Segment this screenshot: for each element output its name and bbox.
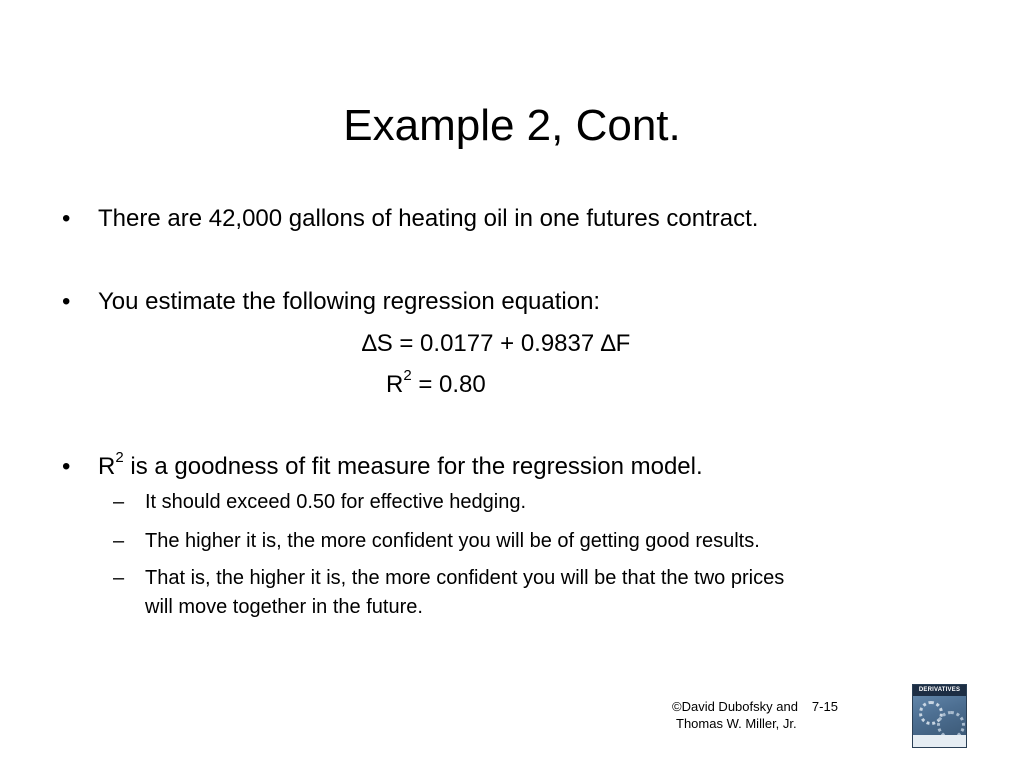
- sub-bullet-prices-move: [113, 564, 784, 592]
- r-letter: R: [98, 453, 116, 480]
- equation-lhs: S: [376, 330, 393, 357]
- bullet-mark: •: [62, 205, 71, 232]
- slide-title: Example 2, Cont.: [343, 101, 681, 150]
- sub-bullet-continuation: will move together in the future.: [145, 596, 423, 618]
- page-number: 7-15: [811, 699, 838, 714]
- sub-bullet-higher-confident: [113, 527, 760, 555]
- equation-middle: = 0.0177 + 0.9837: [392, 330, 601, 357]
- r-exponent: 2: [403, 367, 412, 384]
- r-value: = 0.80: [411, 371, 486, 398]
- book-cover-icon: [912, 684, 967, 748]
- book-cover-lower: [913, 735, 966, 747]
- dash-mark: –: [113, 491, 125, 513]
- footer-copyright: [672, 698, 838, 732]
- sub-bullet-text: It should exceed 0.50 for effective hedging.: [145, 491, 527, 513]
- equation-rhs: F: [615, 330, 631, 357]
- sub-bullet-exceed: [113, 488, 526, 516]
- delta-symbol: ∆: [600, 330, 616, 357]
- bullet-text: You estimate the following regression equation:: [98, 288, 601, 315]
- bullet-text: is a goodness of fit measure for the regression model.: [123, 453, 703, 480]
- dash-mark: –: [113, 530, 125, 552]
- footer-line-1: [672, 698, 838, 715]
- sub-bullet-text: That is, the higher it is, the more confident you will be that the two prices: [145, 567, 785, 589]
- copyright-authors-1: ©David Dubofsky and: [672, 699, 798, 714]
- regression-equation: [362, 329, 630, 359]
- bullet-heating-oil: [62, 204, 758, 234]
- bullet-regression-equation: [62, 287, 600, 317]
- copyright-authors-2: Thomas W. Miller, Jr.: [676, 716, 797, 731]
- bullet-mark: •: [62, 453, 71, 480]
- dash-mark: –: [113, 567, 125, 589]
- bullet-mark: •: [62, 288, 71, 315]
- bullet-text: There are 42,000 gallons of heating oil in one futures contract.: [98, 205, 759, 232]
- delta-symbol: ∆: [362, 330, 377, 357]
- book-cover-title: DERIVATIVES: [918, 687, 961, 693]
- r-squared-value: [386, 367, 486, 400]
- r-letter: R: [386, 371, 404, 398]
- bullet-goodness-of-fit: [62, 449, 703, 482]
- sub-bullet-text: The higher it is, the more confident you will be of getting good results.: [145, 530, 760, 552]
- r-exponent: 2: [115, 449, 124, 466]
